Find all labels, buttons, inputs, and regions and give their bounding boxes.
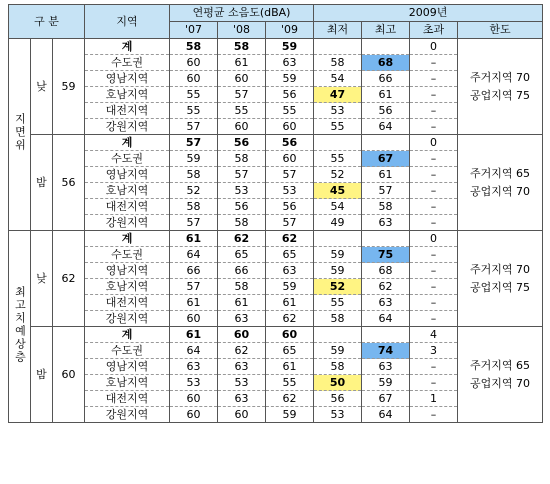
exceed-cell: – xyxy=(410,263,458,279)
header-2009: 2009년 xyxy=(314,5,543,22)
value-09: 60 xyxy=(266,119,314,135)
value-07: 59 xyxy=(170,151,218,167)
header-limit: 한도 xyxy=(458,22,543,39)
min-cell: 59 xyxy=(314,263,362,279)
table-row xyxy=(9,327,543,343)
period-average: 60 xyxy=(53,327,85,423)
header-region: 지역 xyxy=(85,5,170,39)
value-07: 58 xyxy=(170,39,218,55)
max-cell: 59 xyxy=(362,375,410,391)
noise-table xyxy=(8,4,543,423)
value-08: 58 xyxy=(218,279,266,295)
value-09: 57 xyxy=(266,215,314,231)
limit-cell xyxy=(458,231,543,327)
max-cell xyxy=(362,135,410,151)
value-08: 63 xyxy=(218,359,266,375)
min-cell: 47 xyxy=(314,87,362,103)
value-07: 60 xyxy=(170,71,218,87)
value-09: 62 xyxy=(266,231,314,247)
value-09: 57 xyxy=(266,167,314,183)
exceed-cell: 0 xyxy=(410,135,458,151)
value-08: 60 xyxy=(218,119,266,135)
exceed-cell: – xyxy=(410,87,458,103)
header-exceed: 초과 xyxy=(410,22,458,39)
exceed-cell: – xyxy=(410,311,458,327)
limit-cell xyxy=(458,135,543,231)
max-cell: 68 xyxy=(362,55,410,71)
max-cell: 66 xyxy=(362,71,410,87)
region-cell: 호남지역 xyxy=(85,375,170,391)
value-07: 61 xyxy=(170,231,218,247)
value-08: 57 xyxy=(218,167,266,183)
value-09: 56 xyxy=(266,199,314,215)
group-label-text: 최고치예상층 xyxy=(13,285,27,364)
max-cell: 64 xyxy=(362,311,410,327)
min-cell: 45 xyxy=(314,183,362,199)
value-08: 61 xyxy=(218,55,266,71)
header-y07: '07 xyxy=(170,22,218,39)
value-08: 57 xyxy=(218,87,266,103)
region-cell: 호남지역 xyxy=(85,279,170,295)
exceed-cell: – xyxy=(410,279,458,295)
min-cell: 56 xyxy=(314,391,362,407)
value-08: 60 xyxy=(218,71,266,87)
exceed-cell: – xyxy=(410,295,458,311)
min-cell xyxy=(314,39,362,55)
min-cell: 59 xyxy=(314,247,362,263)
max-cell: 63 xyxy=(362,359,410,375)
value-08: 58 xyxy=(218,215,266,231)
header-max: 최고 xyxy=(362,22,410,39)
value-07: 66 xyxy=(170,263,218,279)
max-cell: 57 xyxy=(362,183,410,199)
region-cell: 대전지역 xyxy=(85,391,170,407)
region-cell: 수도권 xyxy=(85,343,170,359)
value-08: 56 xyxy=(218,135,266,151)
min-cell: 50 xyxy=(314,375,362,391)
min-cell: 58 xyxy=(314,55,362,71)
value-08: 66 xyxy=(218,263,266,279)
min-cell: 53 xyxy=(314,407,362,423)
region-cell: 계 xyxy=(85,39,170,55)
value-08: 53 xyxy=(218,375,266,391)
exceed-cell: – xyxy=(410,247,458,263)
value-09: 61 xyxy=(266,359,314,375)
header-category: 구 분 xyxy=(9,5,85,39)
header-y08: '08 xyxy=(218,22,266,39)
exceed-cell: 0 xyxy=(410,231,458,247)
value-09: 63 xyxy=(266,55,314,71)
max-cell: 62 xyxy=(362,279,410,295)
value-09: 65 xyxy=(266,247,314,263)
exceed-cell: – xyxy=(410,375,458,391)
value-07: 58 xyxy=(170,167,218,183)
max-cell xyxy=(362,231,410,247)
value-07: 61 xyxy=(170,327,218,343)
region-cell: 영남지역 xyxy=(85,359,170,375)
value-08: 63 xyxy=(218,391,266,407)
exceed-cell: – xyxy=(410,215,458,231)
max-cell: 56 xyxy=(362,103,410,119)
limit-cell xyxy=(458,327,543,423)
value-08: 53 xyxy=(218,183,266,199)
value-09: 55 xyxy=(266,375,314,391)
value-09: 59 xyxy=(266,71,314,87)
value-09: 62 xyxy=(266,391,314,407)
region-cell: 영남지역 xyxy=(85,263,170,279)
region-cell: 영남지역 xyxy=(85,71,170,87)
exceed-cell: – xyxy=(410,183,458,199)
value-09: 53 xyxy=(266,183,314,199)
max-cell xyxy=(362,327,410,343)
region-cell: 강원지역 xyxy=(85,215,170,231)
max-cell: 64 xyxy=(362,119,410,135)
limit-line: 공업지역 75 xyxy=(470,88,531,102)
header-y09: '09 xyxy=(266,22,314,39)
period-label: 낮 xyxy=(31,39,53,135)
value-07: 53 xyxy=(170,375,218,391)
group-label xyxy=(9,39,31,231)
table-row xyxy=(9,231,543,247)
region-cell: 대전지역 xyxy=(85,103,170,119)
region-cell: 대전지역 xyxy=(85,199,170,215)
value-07: 60 xyxy=(170,311,218,327)
value-09: 61 xyxy=(266,295,314,311)
group-label xyxy=(9,231,31,423)
value-09: 63 xyxy=(266,263,314,279)
limit-cell xyxy=(458,39,543,135)
exceed-cell: 1 xyxy=(410,391,458,407)
exceed-cell: – xyxy=(410,55,458,71)
min-cell: 52 xyxy=(314,167,362,183)
value-07: 63 xyxy=(170,359,218,375)
min-cell: 58 xyxy=(314,359,362,375)
min-cell: 52 xyxy=(314,279,362,295)
value-08: 58 xyxy=(218,151,266,167)
value-09: 55 xyxy=(266,103,314,119)
max-cell: 75 xyxy=(362,247,410,263)
value-09: 56 xyxy=(266,87,314,103)
exceed-cell: – xyxy=(410,199,458,215)
max-cell: 67 xyxy=(362,151,410,167)
region-cell: 호남지역 xyxy=(85,87,170,103)
exceed-cell: – xyxy=(410,71,458,87)
value-07: 58 xyxy=(170,199,218,215)
region-cell: 강원지역 xyxy=(85,311,170,327)
value-07: 64 xyxy=(170,343,218,359)
value-08: 60 xyxy=(218,327,266,343)
exceed-cell: 0 xyxy=(410,39,458,55)
value-08: 61 xyxy=(218,295,266,311)
value-07: 57 xyxy=(170,119,218,135)
exceed-cell: – xyxy=(410,103,458,119)
value-08: 58 xyxy=(218,39,266,55)
period-label: 밤 xyxy=(31,135,53,231)
value-07: 52 xyxy=(170,183,218,199)
value-07: 57 xyxy=(170,135,218,151)
value-08: 65 xyxy=(218,247,266,263)
min-cell: 55 xyxy=(314,151,362,167)
value-07: 55 xyxy=(170,87,218,103)
value-09: 62 xyxy=(266,311,314,327)
max-cell: 63 xyxy=(362,215,410,231)
region-cell: 계 xyxy=(85,135,170,151)
exceed-cell: – xyxy=(410,151,458,167)
min-cell: 54 xyxy=(314,71,362,87)
value-07: 57 xyxy=(170,215,218,231)
header-avg-noise: 연평균 소음도(dBA) xyxy=(170,5,314,22)
max-cell: 63 xyxy=(362,295,410,311)
region-cell: 영남지역 xyxy=(85,167,170,183)
min-cell: 54 xyxy=(314,199,362,215)
max-cell: 58 xyxy=(362,199,410,215)
region-cell: 수도권 xyxy=(85,247,170,263)
min-cell: 55 xyxy=(314,295,362,311)
value-08: 62 xyxy=(218,231,266,247)
region-cell: 대전지역 xyxy=(85,295,170,311)
min-cell: 59 xyxy=(314,343,362,359)
value-07: 60 xyxy=(170,55,218,71)
noise-table-container xyxy=(8,4,542,478)
value-07: 61 xyxy=(170,295,218,311)
limit-line: 주거지역 65 xyxy=(470,358,531,372)
value-07: 57 xyxy=(170,279,218,295)
max-cell: 67 xyxy=(362,391,410,407)
region-cell: 계 xyxy=(85,327,170,343)
exceed-cell: – xyxy=(410,407,458,423)
exceed-cell: – xyxy=(410,359,458,375)
max-cell: 74 xyxy=(362,343,410,359)
table-row xyxy=(9,135,543,151)
region-cell: 호남지역 xyxy=(85,183,170,199)
min-cell xyxy=(314,327,362,343)
min-cell: 58 xyxy=(314,311,362,327)
period-average: 62 xyxy=(53,231,85,327)
value-09: 56 xyxy=(266,135,314,151)
value-09: 59 xyxy=(266,279,314,295)
region-cell: 계 xyxy=(85,231,170,247)
value-07: 60 xyxy=(170,391,218,407)
max-cell: 61 xyxy=(362,87,410,103)
limit-line: 공업지역 75 xyxy=(470,280,531,294)
exceed-cell: 4 xyxy=(410,327,458,343)
table-row xyxy=(9,39,543,55)
period-label: 낮 xyxy=(31,231,53,327)
exceed-cell: – xyxy=(410,119,458,135)
min-cell: 55 xyxy=(314,119,362,135)
value-08: 55 xyxy=(218,103,266,119)
min-cell xyxy=(314,231,362,247)
limit-line: 주거지역 70 xyxy=(470,70,531,84)
max-cell: 68 xyxy=(362,263,410,279)
value-09: 60 xyxy=(266,151,314,167)
value-09: 59 xyxy=(266,407,314,423)
region-cell: 강원지역 xyxy=(85,119,170,135)
value-09: 59 xyxy=(266,39,314,55)
max-cell: 61 xyxy=(362,167,410,183)
value-07: 55 xyxy=(170,103,218,119)
value-09: 60 xyxy=(266,327,314,343)
value-08: 63 xyxy=(218,311,266,327)
region-cell: 수도권 xyxy=(85,151,170,167)
min-cell xyxy=(314,135,362,151)
exceed-cell: – xyxy=(410,167,458,183)
exceed-cell: 3 xyxy=(410,343,458,359)
value-07: 64 xyxy=(170,247,218,263)
value-08: 56 xyxy=(218,199,266,215)
limit-line: 주거지역 65 xyxy=(470,166,531,180)
region-cell: 강원지역 xyxy=(85,407,170,423)
max-cell xyxy=(362,39,410,55)
limit-line: 주거지역 70 xyxy=(470,262,531,276)
max-cell: 64 xyxy=(362,407,410,423)
limit-line: 공업지역 70 xyxy=(470,376,531,390)
min-cell: 53 xyxy=(314,103,362,119)
region-cell: 수도권 xyxy=(85,55,170,71)
value-07: 60 xyxy=(170,407,218,423)
value-08: 60 xyxy=(218,407,266,423)
value-08: 62 xyxy=(218,343,266,359)
limit-line: 공업지역 70 xyxy=(470,184,531,198)
header-min: 최저 xyxy=(314,22,362,39)
group-label-text: 지면위 xyxy=(13,113,27,152)
min-cell: 49 xyxy=(314,215,362,231)
value-09: 65 xyxy=(266,343,314,359)
period-average: 56 xyxy=(53,135,85,231)
period-label: 밤 xyxy=(31,327,53,423)
period-average: 59 xyxy=(53,39,85,135)
